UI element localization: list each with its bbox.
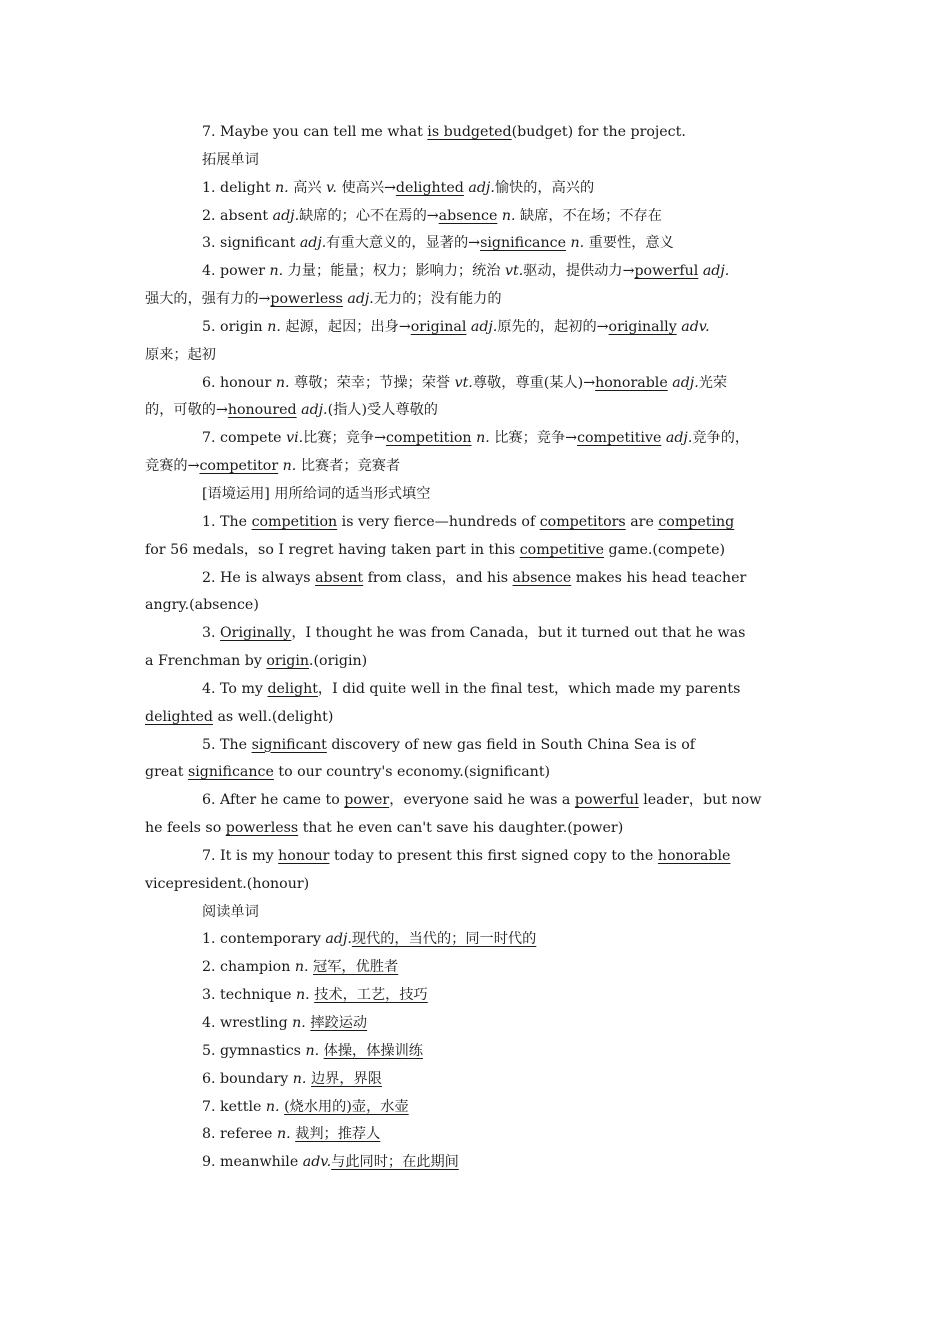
text-line (145, 648, 815, 676)
text-segment: 1. delight (202, 179, 276, 196)
part-of-speech: n. (292, 1015, 306, 1031)
text-line (145, 314, 815, 342)
answer-text: powerful (574, 792, 639, 809)
answer-text: competitors (539, 513, 626, 530)
part-of-speech: n. (275, 374, 290, 391)
text-segment: 6. honour (202, 374, 276, 391)
text-line (145, 565, 815, 593)
text-segment: 4. To my (202, 680, 268, 697)
text-line (145, 342, 815, 370)
answer-text: 边界，界限 (310, 1070, 382, 1087)
text-line (145, 759, 815, 787)
text-line (145, 230, 815, 258)
answer-text: honoured (227, 402, 297, 419)
text-segment: today to present this first signed copy to the (329, 847, 658, 864)
answer-text: 冠军，优胜者 (313, 959, 399, 976)
text-line (145, 175, 815, 203)
text-segment: angry.(absence) (145, 597, 259, 614)
text-line (145, 370, 815, 398)
text-segment: 无力的；没有能力的 (373, 291, 502, 308)
text-segment: from class，and his (363, 569, 513, 586)
answer-text: powerful (634, 263, 699, 280)
text-line (145, 537, 815, 565)
text-segment: 比赛；竞争→ (303, 430, 386, 447)
part-of-speech: n. (265, 1098, 280, 1115)
text-segment: 驱动，提供动力→ (523, 263, 635, 280)
part-of-speech: n. (292, 1070, 307, 1087)
answer-text: powerless (225, 820, 299, 837)
text-segment: 高兴 (288, 179, 327, 196)
text-segment: 7. compete (202, 430, 287, 447)
text-line (145, 397, 815, 425)
text-line (145, 954, 815, 982)
text-segment: are (625, 513, 659, 530)
part-of-speech: vt. (454, 374, 473, 391)
answer-text: absence (512, 569, 572, 586)
answer-text: powerless (270, 291, 343, 308)
text-segment: he feels so (145, 820, 226, 837)
text-segment: discovery of new gas field in South China Sea is of (326, 736, 696, 753)
answer-text: 与此同时；在此期间 (331, 1154, 459, 1171)
text-segment: (指人)受人尊敬的 (327, 402, 438, 419)
text-segment: ，I did quite well in the final test，which made my parents (317, 680, 741, 697)
answer-text: original (410, 318, 467, 335)
text-line (145, 286, 815, 314)
text-segment: 9. meanwhile (202, 1154, 303, 1171)
text-segment: 愉快的，高兴的 (494, 179, 595, 196)
text-segment: 强大的，强有力的→ (145, 291, 271, 308)
text-segment: 力量；能量；权力；影响力；统治 (283, 263, 506, 280)
answer-text: competing (658, 513, 735, 530)
text-segment: 重要性，意义 (584, 235, 674, 252)
answer-text: (烧水用的)壶，水壶 (284, 1098, 409, 1115)
text-segment: leader，but now (638, 792, 762, 809)
text-segment: 比赛者；竞赛者 (296, 458, 401, 475)
part-of-speech: adj. (672, 374, 699, 391)
text-line (145, 1010, 815, 1038)
text-segment: 起源，起因；出身→ (280, 318, 411, 335)
part-of-speech: n. (276, 1126, 291, 1143)
part-of-speech: n. (570, 235, 585, 252)
text-line (145, 620, 815, 648)
part-of-speech: n. (269, 263, 284, 280)
answer-text: Originally (220, 625, 292, 642)
text-segment: ，everyone said he was a (389, 792, 575, 809)
text-line (145, 481, 815, 509)
text-line (145, 203, 815, 231)
text-segment: 使高兴→ (336, 179, 396, 196)
part-of-speech: n. (305, 1042, 320, 1059)
text-segment: 尊敬；荣幸；节操；荣誉 (289, 374, 455, 391)
text-segment: (budget) for the project. (511, 124, 686, 140)
answer-text: competitor (199, 458, 279, 475)
text-line (145, 871, 815, 899)
text-line (145, 843, 815, 871)
text-segment: that he even can't save his daughter.(power) (298, 820, 624, 837)
part-of-speech: adj. (272, 207, 300, 224)
answer-text: delight (267, 680, 318, 697)
text-segment: 7. kettle (202, 1098, 266, 1115)
text-segment: 5. gymnastics (202, 1042, 306, 1059)
answer-text: origin (266, 653, 310, 670)
answer-text: competition (251, 513, 338, 530)
text-segment: 5. origin (202, 318, 268, 335)
text-segment: 缺席，不在场；不存在 (515, 207, 662, 224)
answer-text: 现代的，当代的；同一时代的 (351, 931, 537, 948)
text-segment: 有重大意义的，显著的→ (326, 235, 481, 252)
text-line (145, 732, 815, 760)
part-of-speech: adj. (347, 291, 374, 308)
answer-text: significant (251, 736, 327, 753)
part-of-speech: n. (275, 179, 289, 196)
answer-text: 技术，工艺，技巧 (314, 987, 428, 1004)
part-of-speech: adj. (299, 235, 327, 252)
answer-text: delighted (145, 708, 213, 725)
part-of-speech: adj. (665, 430, 693, 447)
part-of-speech: adj. (301, 402, 328, 419)
text-segment: 3. (202, 625, 221, 642)
text-segment: 6. After he came to (202, 792, 345, 809)
text-segment: a Frenchman by (145, 653, 267, 670)
text-segment: 缺席的；心不在焉的→ (299, 207, 439, 224)
text-line (145, 425, 815, 453)
answer-text: competitive (519, 541, 605, 558)
answer-text: competitive (577, 430, 662, 447)
text-line (145, 787, 815, 815)
text-line (145, 704, 815, 732)
part-of-speech: vt. (505, 263, 524, 280)
answer-text: absent (315, 569, 364, 586)
part-of-speech: adv. (302, 1154, 332, 1171)
text-segment: game.(compete) (604, 541, 726, 558)
text-segment: ，I thought he was from Canada，but it turned out that he was (291, 625, 746, 642)
answer-text: honour (278, 847, 330, 864)
text-segment: makes his head teacher (571, 569, 747, 586)
text-segment: vicepresident.(honour) (145, 875, 310, 892)
answer-text: honorable (657, 847, 731, 864)
text-segment: 1. contemporary (202, 931, 326, 948)
text-line (145, 147, 815, 175)
part-of-speech: adj. (702, 263, 730, 280)
text-segment: 的，可敬的→ (145, 402, 228, 419)
text-segment: great (145, 764, 188, 781)
part-of-speech: adv. (681, 318, 710, 335)
text-line (145, 676, 815, 704)
text-line (145, 982, 815, 1010)
text-segment: for 56 medals，so I regret having taken part in this (145, 541, 520, 558)
text-line (145, 1149, 815, 1177)
answer-text: power (344, 792, 390, 809)
answer-text: absence (438, 207, 498, 224)
text-line (145, 453, 815, 481)
answer-text: 裁判；推荐人 (295, 1126, 381, 1143)
text-line (145, 258, 815, 286)
answer-text: competition (385, 430, 472, 447)
part-of-speech: n. (296, 987, 310, 1004)
answer-text: honorable (595, 374, 668, 391)
text-line (145, 815, 815, 843)
text-segment: 尊敬，尊重(某人)→ (472, 374, 596, 391)
text-segment: 2. champion (202, 959, 295, 976)
text-segment: 3. technique (202, 987, 297, 1004)
part-of-speech: adj. (468, 179, 495, 196)
text-segment: as well.(delight) (212, 708, 334, 725)
text-segment: [语境运用] 用所给词的适当形式填空 (202, 485, 431, 502)
text-segment: 竞赛的→ (145, 458, 200, 475)
part-of-speech: v. (326, 179, 337, 196)
text-segment: 2. absent (202, 207, 273, 224)
text-segment: 7. Maybe you can tell me what (202, 124, 428, 140)
part-of-speech: n. (294, 959, 309, 976)
text-segment: 8. referee (202, 1126, 277, 1143)
text-segment: 拓展单词 (202, 151, 259, 168)
text-line (145, 1038, 815, 1066)
text-segment: 4. wrestling (202, 1015, 293, 1031)
part-of-speech: n. (282, 458, 297, 475)
text-line (145, 1066, 815, 1094)
part-of-speech: vi. (286, 430, 304, 447)
text-segment: 6. boundary (202, 1070, 293, 1087)
text-segment: 原来；起初 (145, 346, 216, 363)
text-segment: 1. The (202, 513, 252, 530)
text-segment: 7. It is my (202, 847, 279, 864)
answer-text: 体操，体操训练 (323, 1042, 423, 1059)
text-segment: 光荣 (698, 374, 728, 391)
text-segment: 原先的，起初的→ (497, 318, 609, 335)
part-of-speech: n. (501, 207, 516, 224)
part-of-speech: n. (267, 318, 281, 335)
text-segment: 3. significant (202, 235, 300, 252)
answer-text: is budgeted (427, 124, 512, 140)
text-line (145, 119, 815, 147)
text-line (145, 926, 815, 954)
text-segment: 5. The (202, 736, 252, 753)
text-segment: 阅读单词 (202, 903, 259, 920)
answer-text: 摔跤运动 (310, 1015, 368, 1031)
text-segment: to our country's economy.(significant) (273, 764, 551, 781)
text-segment: is very fierce—hundreds of (337, 513, 540, 530)
text-segment: 竞争的， (692, 430, 750, 447)
part-of-speech: n. (476, 430, 490, 447)
answer-text: originally (608, 318, 677, 335)
part-of-speech: adj. (325, 931, 352, 948)
text-line (145, 1094, 815, 1122)
answer-text: significance (480, 235, 566, 252)
document-page (145, 119, 815, 1177)
answer-text: delighted (395, 179, 464, 196)
text-line (145, 899, 815, 927)
text-line (145, 592, 815, 620)
part-of-speech: adj. (470, 318, 498, 335)
text-segment: 2. He is always (202, 569, 316, 586)
text-segment: .(origin) (309, 653, 368, 670)
text-line (145, 509, 815, 537)
text-segment: 比赛；竞争→ (489, 430, 578, 447)
answer-text: significance (187, 764, 274, 781)
text-segment: 4. power (202, 263, 270, 280)
text-line (145, 1121, 815, 1149)
